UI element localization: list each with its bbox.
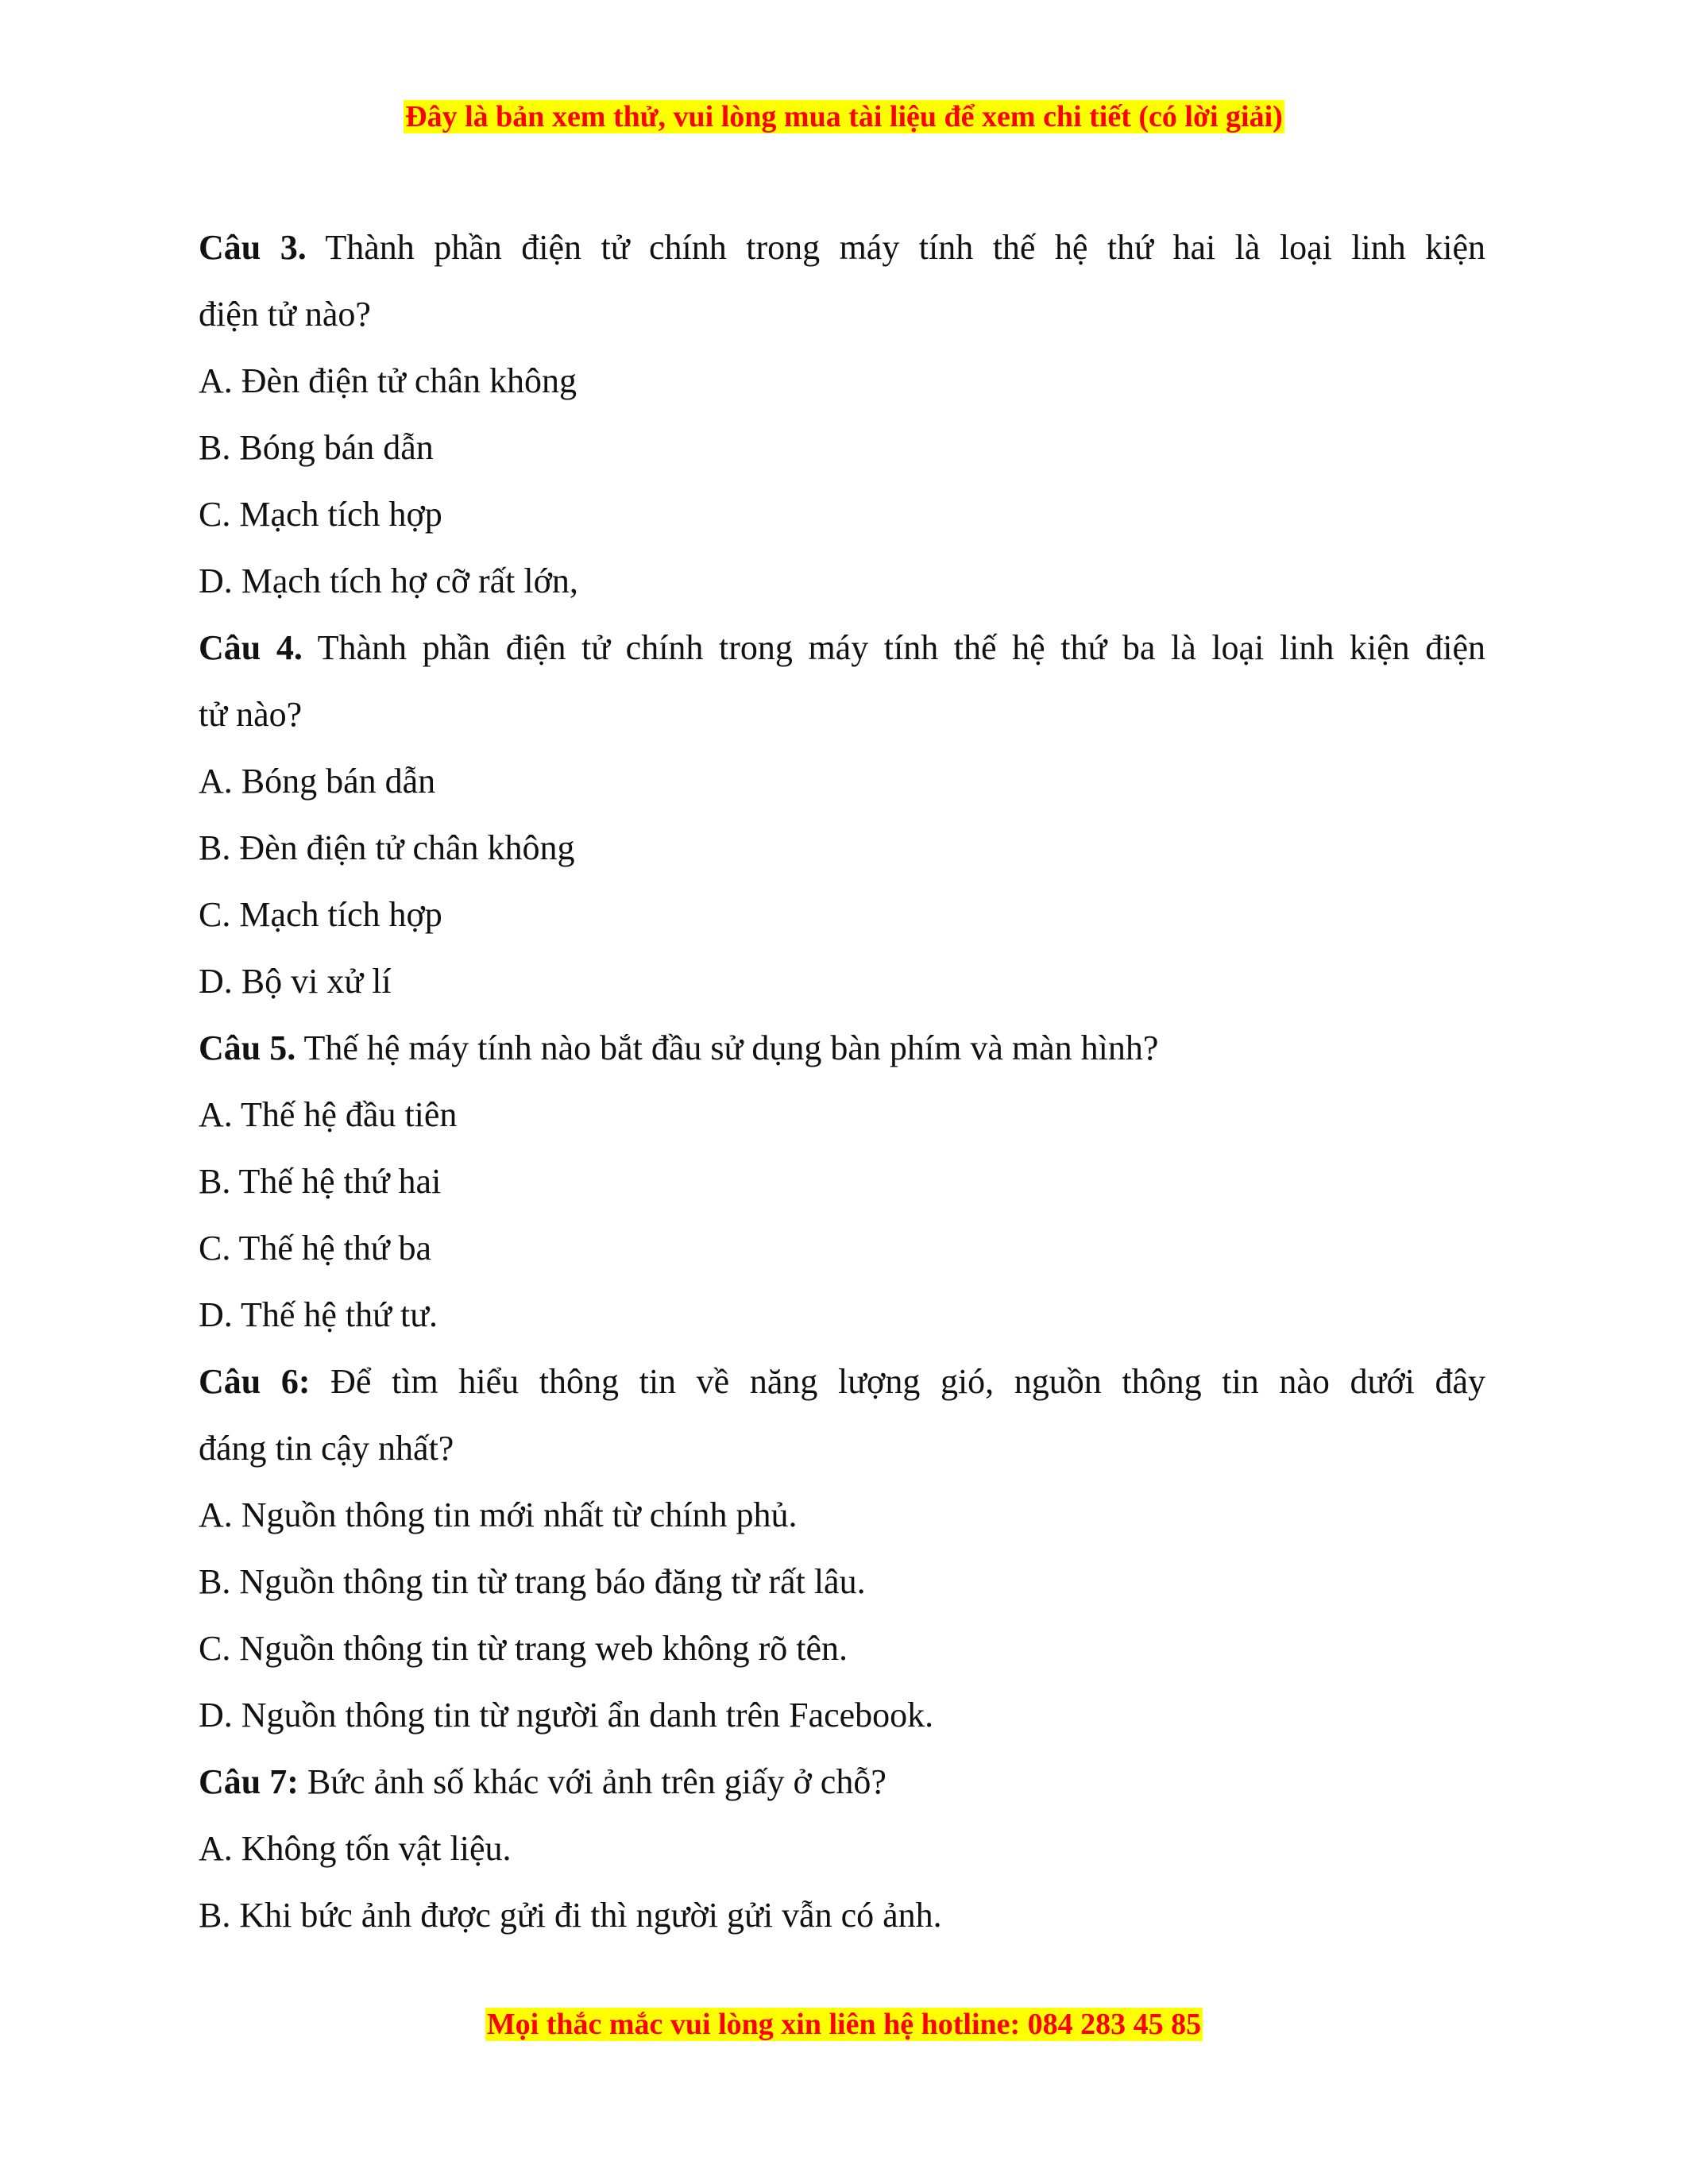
question-6-option-d: D. Nguồn thông tin từ người ẩn danh trên Facebook.	[199, 1696, 934, 1734]
question-7-line-1	[199, 1749, 1485, 1815]
question-3-option-d: D. Mạch tích hợ cỡ rất lớn,	[199, 561, 578, 600]
question-4-text-line-1: Thành phần điện tử chính trong máy tính thế hệ thứ ba là loại linh kiện điện	[317, 628, 1485, 667]
question-3-text-line-1: Thành phần điện tử chính trong máy tính thế hệ thứ hai là loại linh kiện	[325, 228, 1485, 267]
question-5-line-1	[199, 1015, 1485, 1082]
question-7-option-a: A. Không tốn vật liệu.	[199, 1829, 512, 1868]
question-5-text-line-1: Thế hệ máy tính nào bắt đầu sử dụng bàn phím và màn hình?	[303, 1028, 1159, 1067]
question-4-line-1	[199, 615, 1485, 681]
question-7-label: Câu 7:	[199, 1762, 299, 1801]
question-6-option-b: B. Nguồn thông tin từ trang báo đăng từ rất lâu.	[199, 1562, 866, 1601]
question-6-label: Câu 6:	[199, 1362, 311, 1401]
preview-notice-banner	[0, 98, 1688, 135]
hotline-banner	[0, 2006, 1688, 2043]
hotline-text: Mọi thắc mắc vui lòng xin liên hệ hotline: 084 283 45 85	[486, 2008, 1202, 2041]
question-3-text-line-2: điện tử nào?	[199, 295, 371, 334]
question-4-text-line-2: tử nào?	[199, 695, 303, 734]
preview-notice-text: Đây là bản xem thử, vui lòng mua tài liệu để xem chi tiết (có lời giải)	[405, 100, 1283, 133]
question-6-option-c: C. Nguồn thông tin từ trang web không rõ tên.	[199, 1629, 848, 1668]
question-7-option-b: B. Khi bức ảnh được gửi đi thì người gửi vẫn có ảnh.	[199, 1896, 942, 1935]
question-3-option-a: A. Đèn điện tử chân không	[199, 361, 577, 400]
question-6-text-line-1: Để tìm hiểu thông tin về năng lượng gió, nguồn thông tin nào dưới đây	[330, 1362, 1485, 1401]
question-6-option-a: A. Nguồn thông tin mới nhất từ chính phủ.	[199, 1495, 798, 1534]
question-3-line-1	[199, 214, 1485, 281]
question-6-line-1	[199, 1349, 1485, 1415]
question-5-option-a: A. Thế hệ đầu tiên	[199, 1095, 458, 1134]
question-5-option-d: D. Thế hệ thứ tư.	[199, 1295, 438, 1334]
question-4-label: Câu 4.	[199, 628, 303, 667]
question-3-label: Câu 3.	[199, 228, 307, 267]
question-7-text-line-1: Bức ảnh số khác với ảnh trên giấy ở chỗ?	[307, 1762, 886, 1801]
question-3-option-c: C. Mạch tích hợp	[199, 495, 442, 534]
question-6-text-line-2: đáng tin cậy nhất?	[199, 1429, 454, 1468]
question-3-option-b: B. Bóng bán dẫn	[199, 428, 434, 467]
question-4-option-c: C. Mạch tích hợp	[199, 895, 442, 934]
question-4-option-b: B. Đèn điện tử chân không	[199, 828, 575, 867]
question-5-option-c: C. Thế hệ thứ ba	[199, 1229, 432, 1268]
question-4-option-a: A. Bóng bán dẫn	[199, 762, 436, 801]
question-5-option-b: B. Thế hệ thứ hai	[199, 1162, 442, 1201]
question-5-label: Câu 5.	[199, 1028, 296, 1067]
question-4-option-d: D. Bộ vi xử lí	[199, 962, 392, 1001]
question-list	[199, 214, 1485, 1949]
